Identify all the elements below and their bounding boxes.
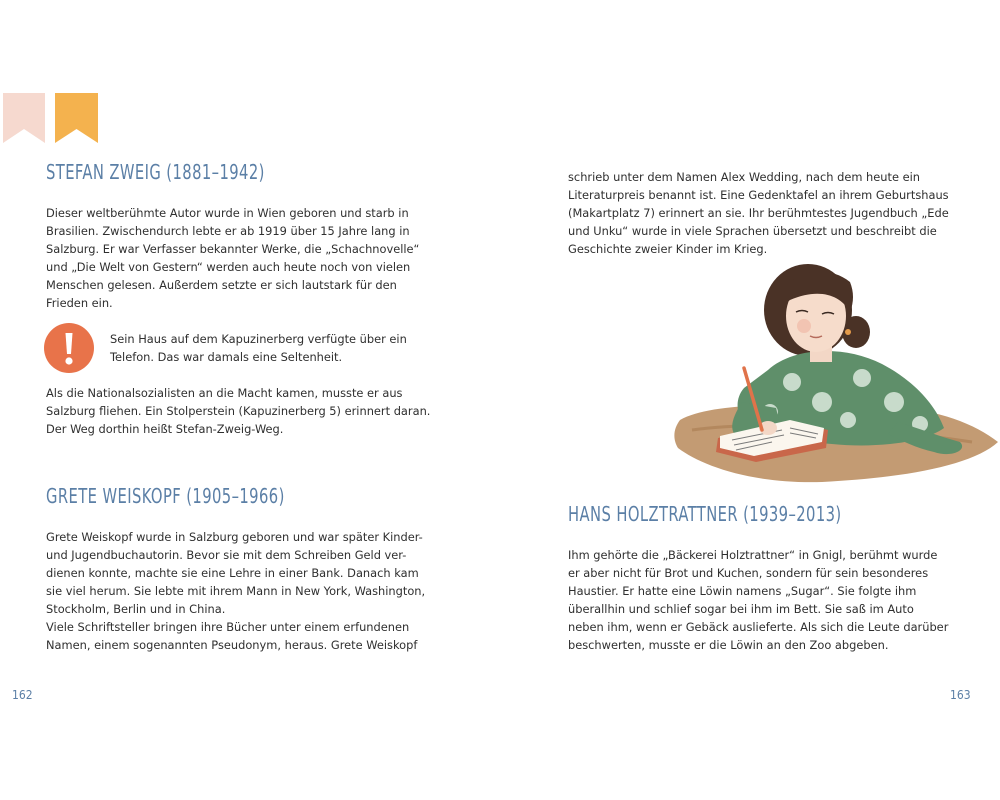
- pennant-banner-decoration: [3, 93, 101, 145]
- exclamation-icon: [43, 322, 95, 374]
- text-line: Salzburg fliehen. Ein Stolperstein (Kapuzinerberg 5) erinnert daran.: [46, 404, 431, 418]
- text-line: Als die Nationalsozialisten an die Macht kamen, musste er aus: [46, 386, 403, 400]
- text-line: und Jugendbuchautorin. Bevor sie mit dem Schreiben Geld ver-: [46, 548, 407, 562]
- text-line: Salzburg. Er war Verfasser bekannter Werke, die „Schachnovelle“: [46, 242, 420, 256]
- text-line: Viele Schriftsteller bringen ihre Bücher unter einem erfundenen: [46, 620, 410, 634]
- text-line: Literaturpreis benannt ist. Eine Gedenktafel an ihrem Geburtshaus: [568, 188, 949, 202]
- text-line: Der Weg dorthin heißt Stefan-Zweig-Weg.: [46, 422, 284, 436]
- text-line: Grete Weiskopf wurde in Salzburg geboren und war später Kinder-: [46, 530, 423, 544]
- stefan-zweig-paragraph-1: [46, 204, 419, 312]
- grete-weiskopf-paragraph: [46, 528, 425, 654]
- text-line: (Makartplatz 7) erinnert an sie. Ihr berühmtestes Jugendbuch „Ede: [568, 206, 949, 220]
- text-line: und Unku“ wurde in viele Sprachen übersetzt und beschreibt die: [568, 224, 937, 238]
- stefan-zweig-paragraph-2: [46, 384, 430, 438]
- text-line: Geschichte zweier Kinder im Krieg.: [568, 242, 768, 256]
- text-line: Telefon. Das war damals eine Seltenheit.: [110, 350, 343, 364]
- text-line: sie viel herum. Sie lebte mit ihrem Mann in New York, Washington,: [46, 584, 426, 598]
- grete-weiskopf-continuation: [568, 168, 949, 258]
- page-number-right: 163: [950, 688, 971, 702]
- section-heading-grete-weiskopf: GRETE WEISKOPF (1905–1966): [46, 484, 285, 508]
- page-number-left: 162: [12, 688, 33, 702]
- text-line: überallhin und schlief sogar bei ihm im Bett. Sie saß im Auto: [568, 602, 914, 616]
- text-line: Dieser weltberühmte Autor wurde in Wien geboren und starb in: [46, 206, 409, 220]
- section-heading-hans-holztrattner: HANS HOLZTRATTNER (1939–2013): [568, 502, 842, 526]
- text-line: Ihm gehörte die „Bäckerei Holztrattner“ in Gnigl, berühmt wurde: [568, 548, 938, 562]
- text-line: beschwerten, musste er die Löwin an den Zoo abgeben.: [568, 638, 889, 652]
- text-line: Frieden ein.: [46, 296, 113, 310]
- text-line: Menschen gelesen. Außerdem setzte er sich lautstark für den: [46, 278, 397, 292]
- woman-writing-illustration: [672, 252, 1000, 492]
- orange-pennant: [55, 93, 98, 143]
- pink-pennant: [3, 93, 45, 143]
- text-line: Sein Haus auf dem Kapuzinerberg verfügte über ein: [110, 332, 407, 346]
- section-heading-stefan-zweig: STEFAN ZWEIG (1881–1942): [46, 160, 265, 184]
- text-line: Haustier. Er hatte eine Löwin namens „Sugar“. Sie folgte ihm: [568, 584, 917, 598]
- hans-holztrattner-paragraph: [568, 546, 948, 654]
- text-line: und „Die Welt von Gestern“ werden auch heute noch von vielen: [46, 260, 411, 274]
- text-line: neben ihm, wenn er Gebäck auslieferte. Als sich die Leute darüber: [568, 620, 949, 634]
- stefan-zweig-callout: [110, 330, 407, 366]
- text-line: Brasilien. Zwischendurch lebte er ab 1919 über 15 Jahre lang in: [46, 224, 410, 238]
- text-line: Stockholm, Berlin und in China.: [46, 602, 226, 616]
- text-line: er aber nicht für Brot und Kuchen, sondern für sein besonderes: [568, 566, 929, 580]
- text-line: dienen konnte, machte sie eine Lehre in einer Bank. Danach kam: [46, 566, 419, 580]
- text-line: Namen, einem sogenannten Pseudonym, heraus. Grete Weiskopf: [46, 638, 418, 652]
- text-line: schrieb unter dem Namen Alex Wedding, nach dem heute ein: [568, 170, 920, 184]
- right-page: [500, 0, 1000, 800]
